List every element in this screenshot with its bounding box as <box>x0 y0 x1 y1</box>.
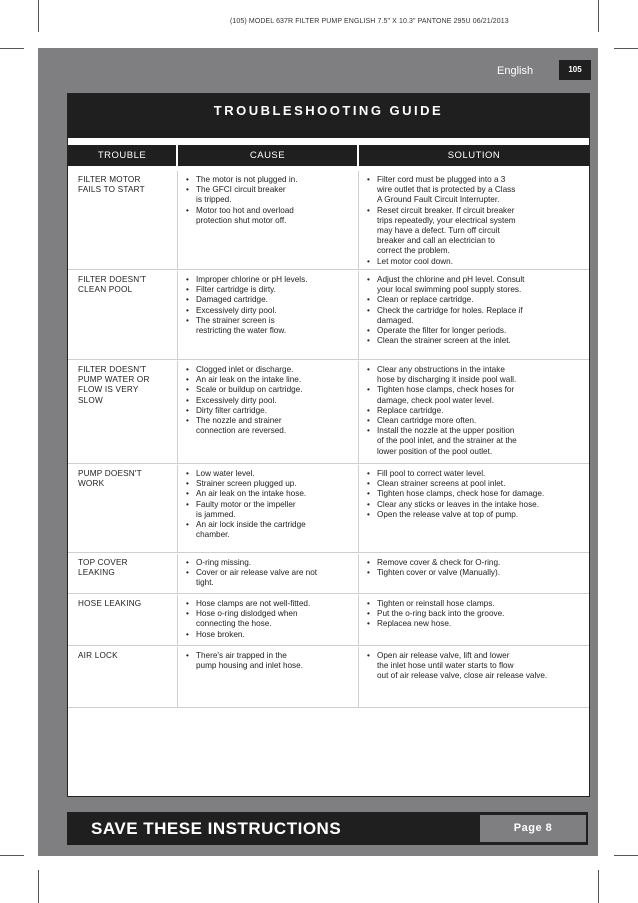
cause-item: • The motor is not plugged in. <box>186 175 353 185</box>
solution-item: • Tighten cover or valve (Manually). <box>367 568 587 578</box>
cause-cell <box>178 554 355 593</box>
solution-item: • Check the cartridge for holes. Replace if damaged. <box>367 306 587 326</box>
solution-cell <box>359 554 589 593</box>
trouble-cell <box>68 554 176 593</box>
cause-item: • Faulty motor or the impeller is jammed. <box>186 500 353 520</box>
crop-mark <box>38 0 39 32</box>
trouble-text: FILTER MOTOR FAILS TO START <box>78 175 145 195</box>
solution-item: • Clear any obstructions in the intake hose by discharging it inside pool wall. <box>367 365 587 385</box>
solution-cell <box>359 171 589 269</box>
title-bar <box>68 94 589 138</box>
solution-item: • Clean cartridge more often. <box>367 416 587 426</box>
trouble-text: HOSE LEAKING <box>78 599 142 608</box>
trouble-cell <box>68 361 176 463</box>
cause-item: • Filter cartridge is dirty. <box>186 285 353 295</box>
cause-list <box>186 175 353 226</box>
solution-item: • Remove cover & check for O-ring. <box>367 558 587 568</box>
save-instructions-text: SAVE THESE INSTRUCTIONS <box>91 819 342 838</box>
solution-cell <box>359 465 589 552</box>
trouble-text: PUMP DOESN'T WORK <box>78 469 142 489</box>
solution-item: • Filter cord must be plugged into a 3 wire outlet that is protected by a Class A Ground Fault Circuit Interrupter. <box>367 175 587 206</box>
cause-list <box>186 651 353 671</box>
crop-mark <box>598 0 599 32</box>
table-row <box>68 171 589 270</box>
table-row <box>68 271 589 360</box>
solution-item: • Clean or replace cartridge. <box>367 295 587 305</box>
page-title: TROUBLESHOOTING GUIDE <box>213 103 444 118</box>
column-header-solution: SOLUTION <box>359 145 589 166</box>
solution-item: • Install the nozzle at the upper position of the pool inlet, and the strainer at the lower position of the pool outlet. <box>367 426 587 457</box>
cause-item: • Damaged cartridge. <box>186 295 353 305</box>
table-row <box>68 554 589 594</box>
solution-item: • Tighten hose clamps, check hoses for damage, check pool water level. <box>367 385 587 405</box>
page-badge: 105 <box>559 60 591 80</box>
trouble-cell <box>68 595 176 645</box>
solution-list <box>367 275 587 346</box>
cause-item: • Dirty filter cartridge. <box>186 406 353 416</box>
cause-item: • Strainer screen plugged up. <box>186 479 353 489</box>
cause-item: • Excessively dirty pool. <box>186 396 353 406</box>
solution-list <box>367 558 587 578</box>
table-row <box>68 647 589 708</box>
solution-cell <box>359 647 589 707</box>
trouble-cell <box>68 465 176 552</box>
table-row <box>68 465 589 553</box>
column-header-trouble: TROUBLE <box>68 145 176 166</box>
cause-cell <box>178 271 355 359</box>
solution-list <box>367 651 587 682</box>
solution-list <box>367 599 587 630</box>
solution-list <box>367 175 587 267</box>
cause-item: • Hose clamps are not well-fitted. <box>186 599 353 609</box>
solution-list <box>367 469 587 520</box>
footer-bar <box>67 812 588 845</box>
solution-item: • Clear any sticks or leaves in the intake hose. <box>367 500 587 510</box>
cause-list <box>186 365 353 436</box>
cause-item: • An air lock inside the cartridge chamber. <box>186 520 353 540</box>
solution-item: • Let motor cool down. <box>367 257 587 267</box>
solution-cell <box>359 595 589 645</box>
cause-cell <box>178 465 355 552</box>
solution-item: • Open air release valve, lift and lower the inlet hose until water starts to flow out of air release valve, close air release valve. <box>367 651 587 682</box>
trouble-cell <box>68 647 176 707</box>
print-header-note: (105) MODEL 637R FILTER PUMP ENGLISH 7.5" X 10.3" PANTONE 295U 06/21/2013 <box>230 18 509 25</box>
cause-item: • The nozzle and strainer connection are reversed. <box>186 416 353 436</box>
cause-item: • Improper chlorine or pH levels. <box>186 275 353 285</box>
solution-cell <box>359 271 589 359</box>
trouble-cell <box>68 271 176 359</box>
table-row <box>68 595 589 646</box>
crop-mark <box>0 855 24 856</box>
cause-item: • The strainer screen is restricting the water flow. <box>186 316 353 336</box>
solution-item: • Fill pool to correct water level. <box>367 469 587 479</box>
crop-mark <box>38 870 39 903</box>
solution-item: • Open the release valve at top of pump. <box>367 510 587 520</box>
cause-item: • Scale or buildup on cartridge. <box>186 385 353 395</box>
cause-cell <box>178 595 355 645</box>
crop-mark <box>614 48 638 49</box>
cause-cell <box>178 361 355 463</box>
cause-item: • An air leak on the intake line. <box>186 375 353 385</box>
cause-item: • An air leak on the intake hose. <box>186 489 353 499</box>
cause-item: • Clogged inlet or discharge. <box>186 365 353 375</box>
cause-list <box>186 275 353 336</box>
cause-item: • O-ring missing. <box>186 558 353 568</box>
solution-item: • Clean strainer screens at pool inlet. <box>367 479 587 489</box>
trouble-text: FILTER DOESN'T PUMP WATER OR FLOW IS VERY SLOW <box>78 365 150 405</box>
solution-item: • Operate the filter for longer periods. <box>367 326 587 336</box>
trouble-text: TOP COVER LEAKING <box>78 558 128 578</box>
cause-item: • Hose broken. <box>186 630 353 640</box>
cause-item: • Motor too hot and overload protection shut motor off. <box>186 206 353 226</box>
solution-item: • Clean the strainer screen at the inlet. <box>367 336 587 346</box>
cause-item: • Excessively dirty pool. <box>186 306 353 316</box>
solution-cell <box>359 361 589 463</box>
cause-cell <box>178 171 355 269</box>
crop-mark <box>0 48 24 49</box>
column-header-cause: CAUSE <box>178 145 357 166</box>
solution-item: • Reset circuit breaker. If circuit breaker trips repeatedly, your electrical system may have a defect. Turn off circuit breaker and call an electrician to correct the problem. <box>367 206 587 257</box>
trouble-text: AIR LOCK <box>78 651 118 660</box>
cause-item: • There's air trapped in the pump housing and inlet hose. <box>186 651 353 671</box>
cause-item: • Hose o-ring dislodged when connecting the hose. <box>186 609 353 629</box>
language-label: English <box>497 65 534 77</box>
page-number: Page 8 <box>480 815 586 842</box>
crop-mark <box>598 870 599 903</box>
solution-item: • Adjust the chlorine and pH level. Consult your local swimming pool supply stores. <box>367 275 587 295</box>
cause-list <box>186 599 353 640</box>
trouble-cell <box>68 171 176 269</box>
cause-list <box>186 469 353 540</box>
solution-item: • Put the o-ring back into the groove. <box>367 609 587 619</box>
cause-item: • Low water level. <box>186 469 353 479</box>
solution-item: • Replacea new hose. <box>367 619 587 629</box>
cause-cell <box>178 647 355 707</box>
cause-item: • The GFCI circuit breaker is tripped. <box>186 185 353 205</box>
cause-item: • Cover or air release valve are not tight. <box>186 568 353 588</box>
cause-list <box>186 558 353 589</box>
solution-item: • Tighten hose clamps, check hose for damage. <box>367 489 587 499</box>
solution-list <box>367 365 587 457</box>
troubleshooting-panel <box>67 93 590 797</box>
crop-mark <box>614 855 638 856</box>
table-row <box>68 361 589 464</box>
solution-item: • Replace cartridge. <box>367 406 587 416</box>
solution-item: • Tighten or reinstall hose clamps. <box>367 599 587 609</box>
trouble-text: FILTER DOESN'T CLEAN POOL <box>78 275 147 295</box>
